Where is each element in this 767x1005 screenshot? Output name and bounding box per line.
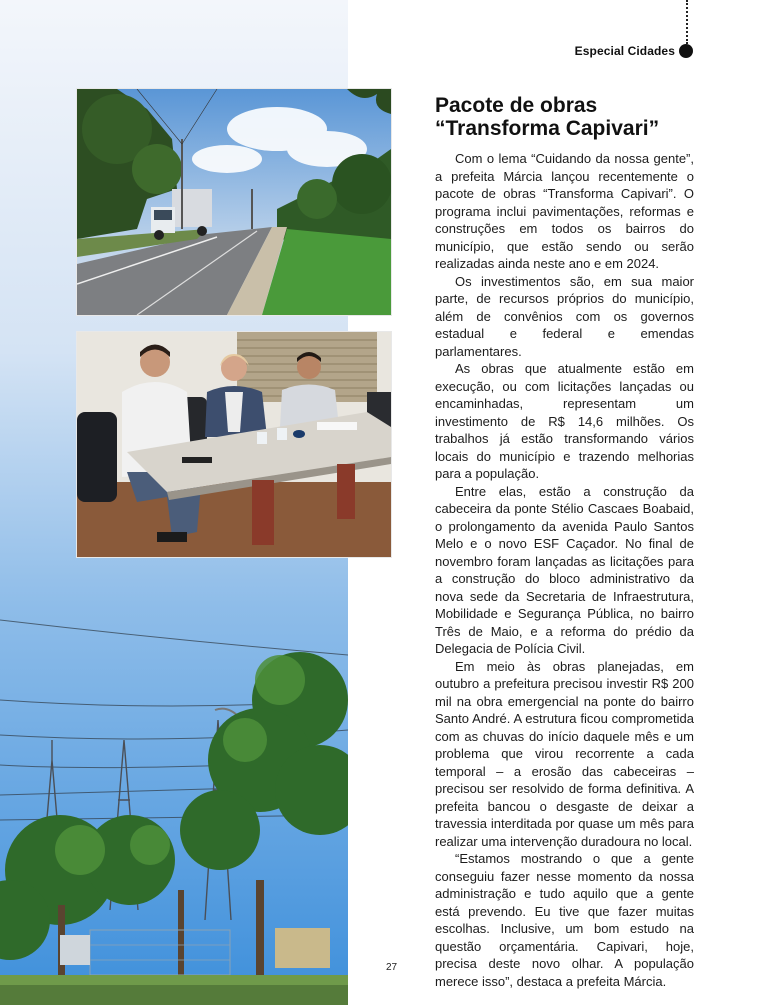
photo-meeting [76,331,392,558]
photo-road-truck [76,88,392,316]
section-label: Especial Cidades [574,44,675,58]
article-headline [435,94,725,140]
article-paragraph: Com o lema “Cuidando da nossa gente”, a prefeita Márcia lançou recentemente o pacote de obras “Transforma Capivari”. O programa inclui pavimentações, reformas e construções em todos os bairros do município, que estão sendo ou serão realizadas ainda neste ano e em 2024. [435,151,694,271]
article-paragraph: Em meio às obras planejadas, em outubro a prefeitura precisou investir R$ 200 mil na obra emergencial na ponte do bairro Santo André. A estrutura ficou comprometida com as chuvas do início daquele mês e um problema que virou recorrente a cada temporal – a erosão das cabeceiras – precisou ser resolvido de forma definitiva. A prefeita bancou o desgaste de deixar a travessia interditada por quase um mês para realizar uma intervenção duradoura no local. [435,658,694,849]
headline-line-1: Pacote de obras [435,94,598,117]
section-marker-dot [679,44,693,58]
headline-line-2: “Transforma Capivari” [435,117,660,140]
article-paragraph: “Estamos mostrando o que a gente conseguiu fazer nesse momento da nossa administração e tudo aquilo que a gente está prevendo. Eu tive que fazer muitas escolhas. Inclusive, um bom estudo na questão orçamentária. Capivari, hoje, precisa deste novo olhar. A população merece isso”, destaca a prefeita Márcia. [435,851,694,989]
article-body [435,150,694,990]
article-paragraph: As obras que atualmente estão em execução, ou com licitações lançadas ou encaminhadas, representam um investimento de R$ 14,6 milhões. Os trabalhos já estão transformando vários locais do município e trazendo melhorias para a população. [435,361,694,481]
header-dotted-line [686,0,688,44]
article-paragraph: Os investimentos são, em sua maior parte, de recursos próprios do município, além de convênios com os governos estadual e federal e emendas parlamentares. [435,273,694,359]
page-number: 27 [386,962,398,973]
article-paragraph: Entre elas, estão a construção da cabeceira da ponte Stélio Cascaes Boabaid, o prolongamento da avenida Paulo Santos Melo e o novo ESF Caçador. No final de novembro foram lançadas as licitações para a construção do bloco administrativo da nova sede da Secretaria de Infraestrutura, Mobilidade e Segurança Pública, no bairro Três de Maio, e a reforma do prédio da Delegacia de Polícia Civil. [435,483,694,656]
